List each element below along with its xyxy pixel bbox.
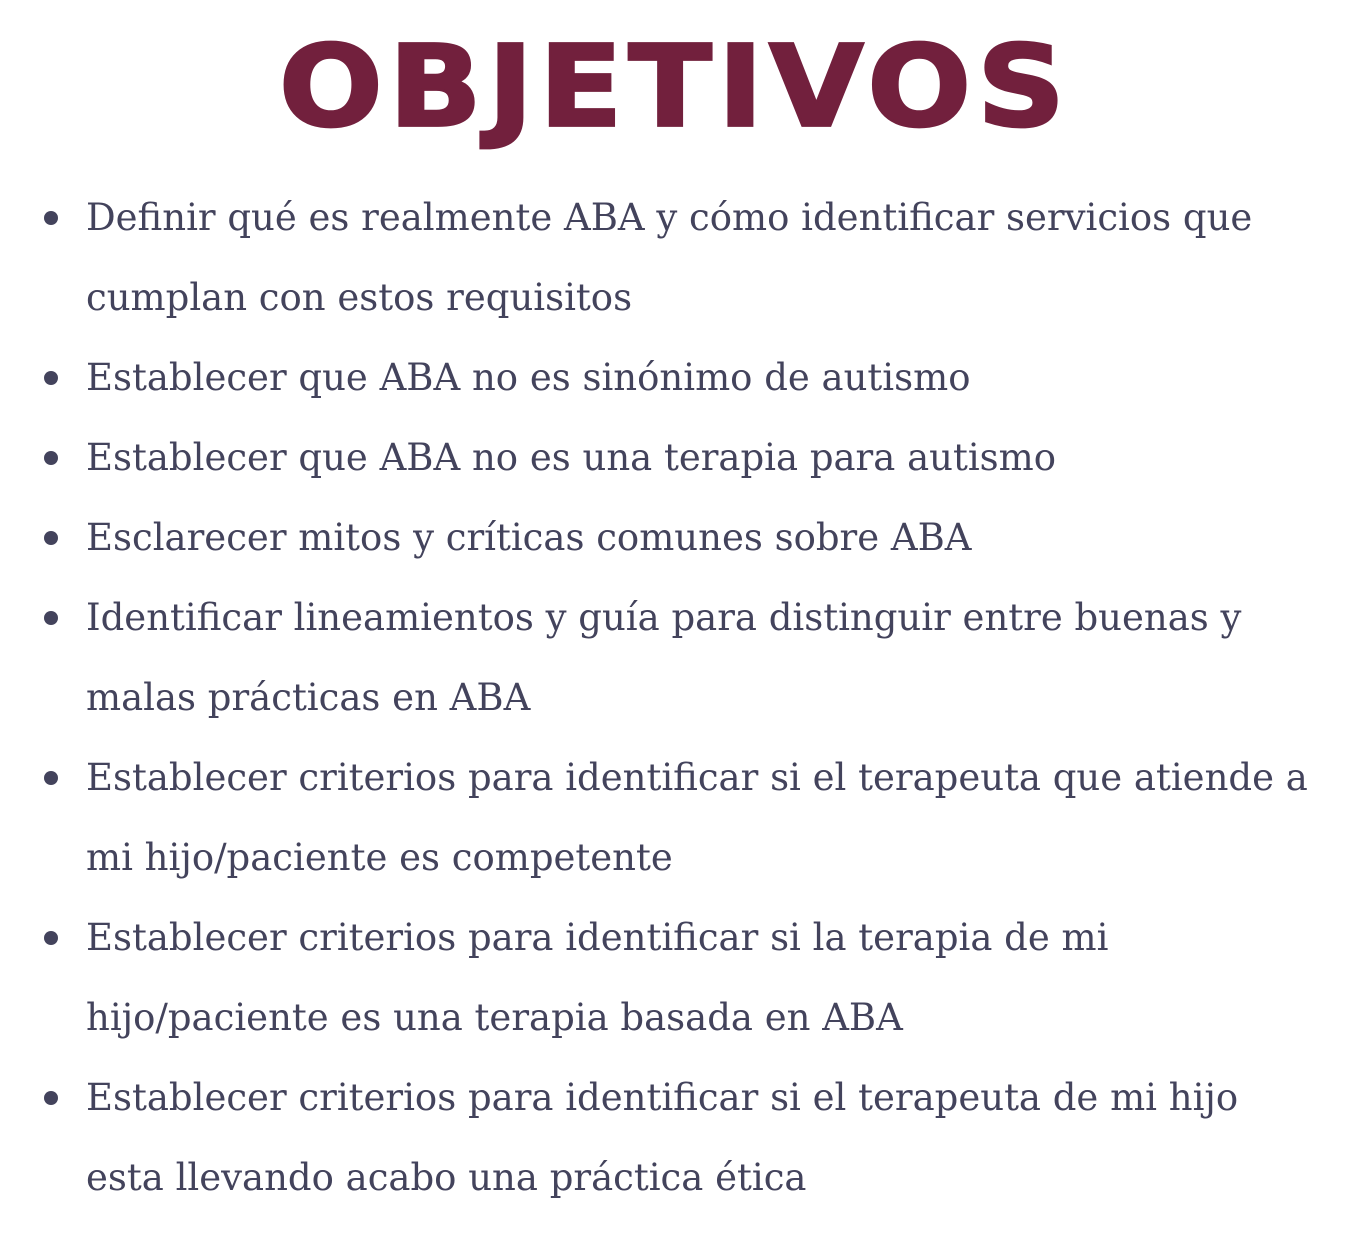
list-item-text: Establecer criterios para identificar si el terapeuta que atiende a mi hijo/paciente es competente [86,756,1308,879]
list-item [0,418,1350,498]
bullet-icon [44,1091,58,1105]
objectives-list [0,178,1350,1218]
list-item [0,578,1350,738]
bullet-icon [44,371,58,385]
list-item-text: Establecer criterios para identificar si la terapia de mi hijo/paciente es una terapia basada en ABA [86,916,1109,1039]
bullet-icon [44,451,58,465]
bullet-icon [44,611,58,625]
bullet-icon [44,211,58,225]
bullet-icon [44,931,58,945]
list-item [0,898,1350,1058]
list-item-text: Establecer que ABA no es una terapia para autismo [86,436,1057,479]
list-item [0,1058,1350,1218]
page-title: OBJETIVOS [279,21,1071,153]
list-item-text: Identificar lineamientos y guía para distinguir entre buenas y malas prácticas en ABA [86,596,1242,719]
bullet-icon [44,531,58,545]
list-item [0,178,1350,338]
bullet-icon [44,771,58,785]
list-item-text: Establecer que ABA no es sinónimo de autismo [86,356,971,399]
list-item-text: Definir qué es realmente ABA y cómo identificar servicios que cumplan con estos requisitos [86,196,1253,319]
list-item [0,498,1350,578]
list-item-text: Esclarecer mitos y críticas comunes sobre ABA [86,516,972,559]
list-item-text: Establecer criterios para identificar si el terapeuta de mi hijo esta llevando acabo una práctica ética [86,1076,1239,1199]
list-item [0,738,1350,898]
list-item [0,338,1350,418]
